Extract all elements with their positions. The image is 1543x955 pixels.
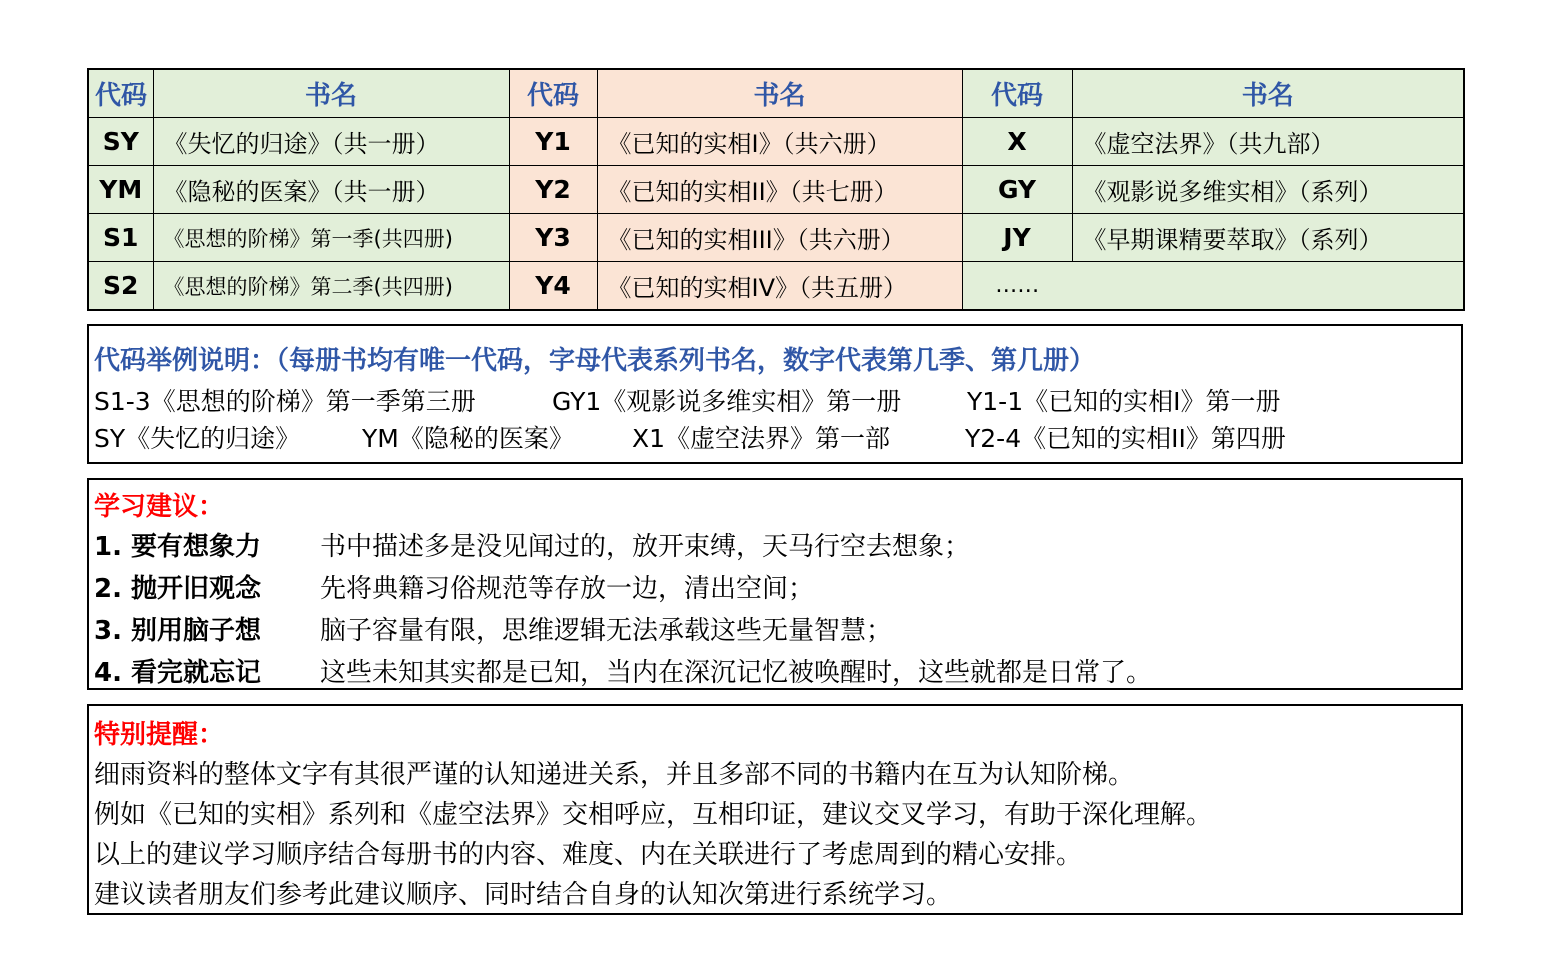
- book-title: 《早期课精要萃取》（系列）: [1072, 214, 1464, 262]
- book-code: S1: [88, 214, 153, 262]
- study-advice-box: [87, 478, 1463, 690]
- code-example: Y2-4《已知的实相II》第四册: [965, 424, 1286, 453]
- notice-line: 以上的建议学习顺序结合每册书的内容、难度、内在关联进行了考虑周到的精心安排。: [94, 840, 1083, 870]
- header-code: 代码: [88, 69, 153, 118]
- header-code: 代码: [962, 69, 1072, 118]
- book-code: JY: [962, 214, 1072, 262]
- code-example: Y1-1《已知的实相I》第一册: [967, 387, 1281, 416]
- advice-label: 1. 要有想象力: [94, 532, 262, 562]
- special-notice-box: [87, 704, 1463, 915]
- book-title: 《观影说多维实相》（系列）: [1072, 166, 1464, 214]
- notice-line: 建议读者朋友们参考此建议顺序、同时结合自身的认知次第进行系统学习。: [94, 880, 953, 910]
- book-code: S2: [88, 262, 153, 311]
- table-row: [88, 262, 1464, 311]
- book-title: 《思想的阶梯》第二季(共四册): [153, 262, 509, 311]
- book-code: Y3: [509, 214, 597, 262]
- book-code: GY: [962, 166, 1072, 214]
- code-examples-box: [87, 324, 1463, 464]
- book-title: 《已知的实相I》（共六册）: [597, 118, 962, 166]
- advice-item: [94, 610, 1454, 650]
- advice-text: 先将典籍习俗规范等存放一边，清出空间；: [320, 574, 815, 604]
- advice-text: 这些未知其实都是已知，当内在深沉记忆被唤醒时，这些就都是日常了。: [320, 658, 1153, 688]
- header-title: 书名: [153, 69, 509, 118]
- book-title: 《已知的实相II》（共七册）: [597, 166, 962, 214]
- code-example: S1-3《思想的阶梯》第一季第三册: [94, 387, 476, 416]
- book-title: 《思想的阶梯》第一季(共四册): [153, 214, 509, 262]
- book-title: 《已知的实相III》（共六册）: [597, 214, 962, 262]
- code-example: YM《隐秘的医案》: [362, 424, 574, 453]
- more-ellipsis: ……: [962, 262, 1072, 311]
- table-header-row: [88, 69, 1464, 118]
- table-row: [88, 118, 1464, 166]
- study-advice-title: 学习建议：: [94, 492, 225, 522]
- table-row: [88, 166, 1464, 214]
- code-examples-title: 代码举例说明：（每册书均有唯一代码，字母代表系列书名，数字代表第几季、第几册）: [94, 346, 1096, 376]
- book-code: SY: [88, 118, 153, 166]
- table-row: [88, 214, 1464, 262]
- advice-text: 书中描述多是没见闻过的，放开束缚，天马行空去想象；: [320, 532, 971, 562]
- book-code-table: [87, 68, 1465, 311]
- header-title: 书名: [597, 69, 962, 118]
- special-notice-title: 特别提醒：: [94, 720, 225, 750]
- header-code: 代码: [509, 69, 597, 118]
- advice-item: [94, 526, 1454, 566]
- advice-label: 3. 别用脑子想: [94, 616, 262, 646]
- notice-line: 例如《已知的实相》系列和《虚空法界》交相呼应，互相印证，建议交叉学习，有助于深化理解。: [94, 800, 1213, 830]
- book-code: Y2: [509, 166, 597, 214]
- advice-item: [94, 652, 1454, 692]
- book-code: Y1: [509, 118, 597, 166]
- advice-label: 4. 看完就忘记: [94, 658, 262, 688]
- book-title: 《虚空法界》（共九部）: [1072, 118, 1464, 166]
- code-example: X1《虚空法界》第一部: [632, 424, 891, 453]
- book-title: 《已知的实相IV》（共五册）: [597, 262, 962, 311]
- book-code: Y4: [509, 262, 597, 311]
- book-title: [1072, 262, 1464, 311]
- book-code: X: [962, 118, 1072, 166]
- book-code: YM: [88, 166, 153, 214]
- book-title: 《失忆的归途》（共一册）: [153, 118, 509, 166]
- advice-text: 脑子容量有限，思维逻辑无法承载这些无量智慧；: [320, 616, 893, 646]
- advice-item: [94, 568, 1454, 608]
- header-title: 书名: [1072, 69, 1464, 118]
- code-example: SY《失忆的归途》: [94, 424, 301, 453]
- code-example: GY1《观影说多维实相》第一册: [552, 387, 902, 416]
- book-title: 《隐秘的医案》（共一册）: [153, 166, 509, 214]
- notice-line: 细雨资料的整体文字有其很严谨的认知递进关系，并且多部不同的书籍内在互为认知阶梯。: [94, 760, 1135, 790]
- advice-label: 2. 抛开旧观念: [94, 574, 262, 604]
